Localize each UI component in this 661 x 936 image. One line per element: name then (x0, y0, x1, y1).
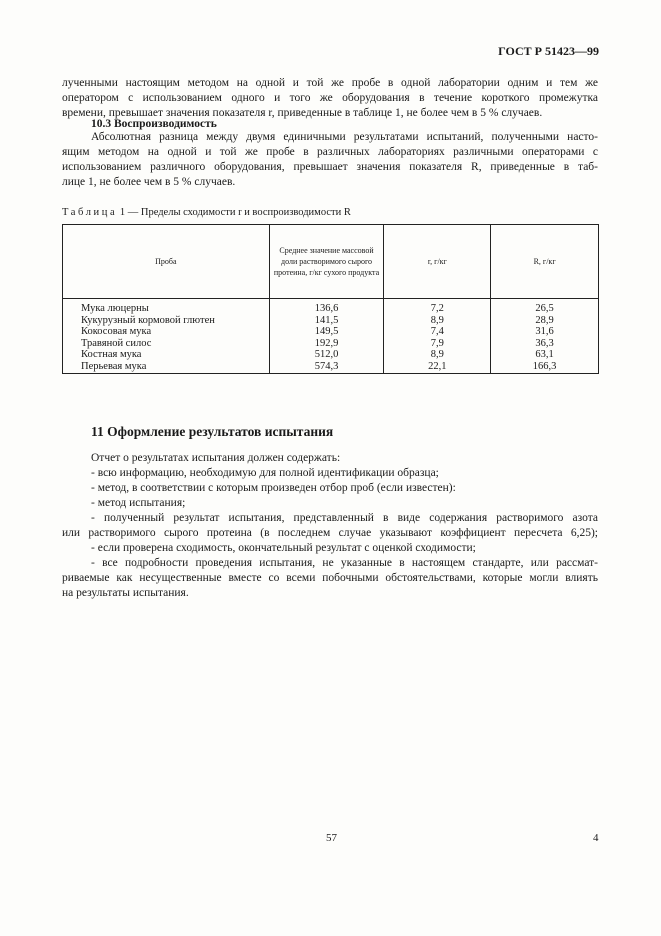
column-header-R: R, г/кг (491, 225, 599, 299)
mean-value: 149,5 (269, 326, 384, 338)
text-line: ящим методом на одной и той же пробе в различных лабораториях различными операторами с (62, 146, 598, 158)
intro-paragraph (62, 76, 598, 121)
mean-value: 136,6 (269, 299, 384, 315)
sample-name: Перьевая мука (63, 361, 270, 374)
R-value: 26,5 (491, 299, 599, 315)
section-10-3-heading: 10.3 Воспроизводимость (91, 118, 217, 130)
text-line: Отчет о результатах испытания должен содержать: (91, 452, 341, 464)
mean-value: 574,3 (269, 361, 384, 374)
standard-header: ГОСТ Р 51423—99 (498, 44, 599, 58)
sample-name: Кокосовая мука (63, 326, 270, 338)
table-row (63, 349, 599, 361)
section-11-heading: 11 Оформление результатов испытания (91, 424, 334, 439)
text-line: или растворимого сырого протеина (в последнем случае указывают коэффициент пересчета 6,25); (62, 527, 598, 539)
text-line: оператором с использованием одного и того же оборудования в течение короткого промежутка (62, 92, 598, 104)
text-line: Абсолютная разница между двумя единичными результатами испытаний, полученными насто- (91, 131, 598, 143)
table-caption-text: 1 — Пределы сходимости r и воспроизводимости R (119, 207, 351, 218)
R-value: 63,1 (491, 349, 599, 361)
section-10-3-paragraph (62, 130, 598, 190)
table-header-row (63, 225, 599, 299)
mean-value: 141,5 (269, 315, 384, 327)
r-value: 22,1 (384, 361, 491, 374)
R-value: 36,3 (491, 338, 599, 350)
text-line: времени, превышает значения показателя r, приведенные в таблице 1, не более чем в 5 % случаев. (62, 107, 543, 119)
table-row (63, 315, 599, 327)
page-number: 57 (326, 832, 337, 844)
table-row (63, 361, 599, 374)
text-line: лице 1, не более чем в 5 % случаев. (62, 176, 236, 188)
limits-table (62, 224, 599, 374)
list-item: - все подробности проведения испытания, не указанные в настоящем стандарте, или рассмат- (91, 557, 598, 569)
sample-name: Костная мука (63, 349, 270, 361)
text-line: использованием различного оборудования, превышает значения показателя R, приведенные в таб- (62, 161, 598, 173)
sheet-number: 4 (593, 832, 599, 844)
text-line: риваемые как несущественные вместе со всеми побочными обстоятельствами, которые могли влиять (62, 572, 598, 584)
mean-value: 192,9 (269, 338, 384, 350)
r-value: 7,4 (384, 326, 491, 338)
column-header-r: r, г/кг (384, 225, 491, 299)
r-value: 8,9 (384, 349, 491, 361)
text-line: на результаты испытания. (62, 587, 189, 599)
R-value: 28,9 (491, 315, 599, 327)
r-value: 8,9 (384, 315, 491, 327)
text-line: лученными настоящим методом на одной и той же пробе в одной лаборатории одним и тем же (62, 77, 598, 89)
list-item: - метод, в соответствии с которым произведен отбор проб (если известен): (91, 482, 456, 494)
r-value: 7,9 (384, 338, 491, 350)
list-item: - если проверена сходимость, окончательный результат с оценкой сходимости; (91, 542, 476, 554)
table-caption (62, 207, 351, 218)
section-11-paragraph (62, 451, 598, 601)
table-row (63, 326, 599, 338)
column-header-mean: Среднее значение массовой доли растворимого сырого протеина, г/кг сухого продукта (269, 225, 384, 299)
sample-name: Кукурузный кормовой глютен (63, 315, 270, 327)
sample-name: Мука люцерны (63, 299, 270, 315)
R-value: 166,3 (491, 361, 599, 374)
sample-name: Травяной силос (63, 338, 270, 350)
column-header-sample: Проба (63, 225, 270, 299)
list-item: - всю информацию, необходимую для полной идентификации образца; (91, 467, 439, 479)
table-caption-prefix: Таблица (62, 207, 118, 218)
R-value: 31,6 (491, 326, 599, 338)
r-value: 7,2 (384, 299, 491, 315)
list-item: - метод испытания; (91, 497, 186, 509)
mean-value: 512,0 (269, 349, 384, 361)
table-row (63, 338, 599, 350)
table-row (63, 299, 599, 315)
list-item: - полученный результат испытания, представленный в виде содержания растворимого азота (91, 512, 598, 524)
